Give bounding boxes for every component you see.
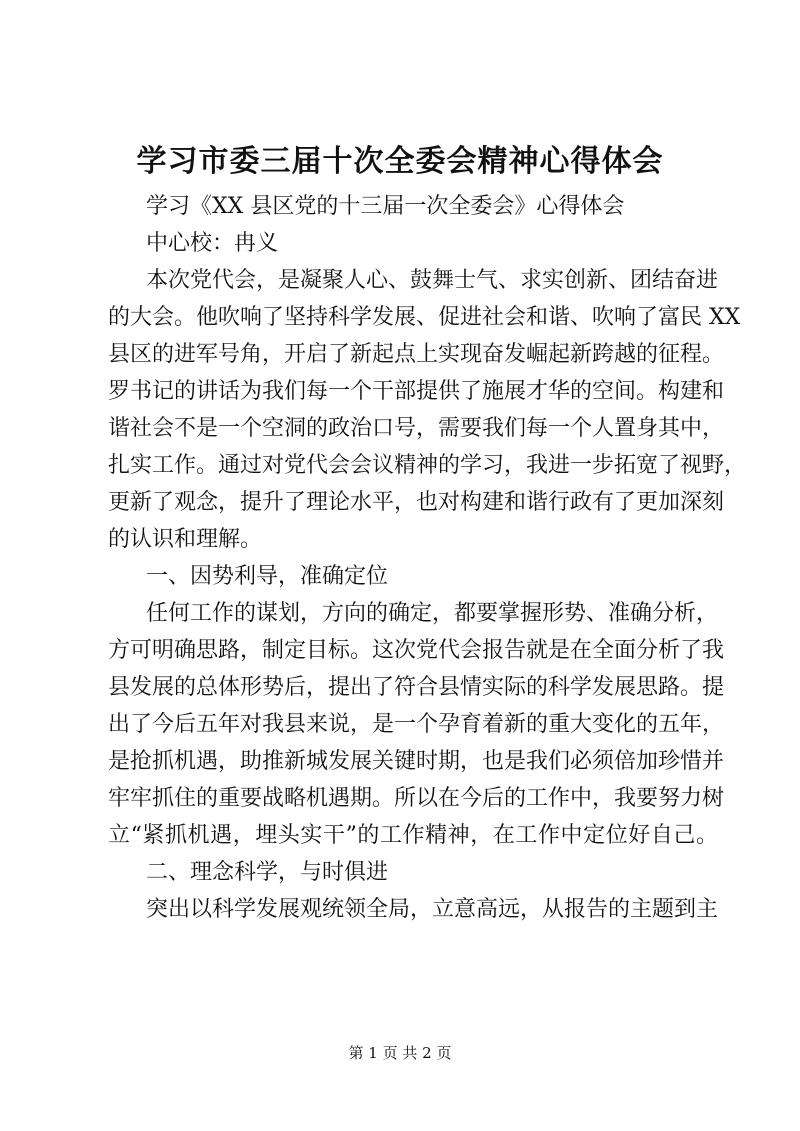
body-line: 县区的进军号角，开启了新起点上实现奋发崛起新跨越的征程。 [108, 342, 725, 367]
body-line: 是抢抓机遇，助推新城发展关键时期，也是我们必须倍加珍惜并 [108, 749, 725, 774]
body-line: 牢牢抓住的重要战略机遇期。所以在今后的工作中，我要努力树 [108, 786, 725, 811]
page-footer: 第 1 页 共 2 页 [348, 1044, 452, 1062]
body-line: 更新了观念，提升了理论水平，也对构建和谐行政有了更加深刻 [108, 490, 725, 515]
body-line: 的认识和理解。 [108, 527, 263, 552]
body-line: 谐社会不是一个空洞的政治口号，需要我们每一个人置身其中， [108, 416, 725, 441]
body-line: 罗书记的讲话为我们每一个干部提供了施展才华的空间。构建和 [108, 379, 725, 404]
subtitle: 学习《XX 县区党的十三届一次全委会》心得体会 [146, 194, 625, 219]
section-heading: 一、因势利导，准确定位 [146, 564, 389, 589]
body-line: 立“紧抓机遇，埋头实干”的工作精神，在工作中定位好自己。 [108, 823, 718, 848]
body-line: 突出以科学发展观统领全局，立意高远，从报告的主题到主 [146, 897, 719, 922]
body-line: 县发展的总体形势后，提出了符合县情实际的科学发展思路。提 [108, 675, 725, 700]
body-line: 本次党代会，是凝聚人心、鼓舞士气、求实创新、团结奋进 [146, 268, 719, 293]
body-line: 的大会。他吹响了坚持科学发展、促进社会和谐、吹响了富民 XX [108, 305, 741, 330]
section-heading: 二、理念科学，与时俱进 [146, 860, 389, 885]
body-line: 任何工作的谋划，方向的确定，都要掌握形势、准确分析， [146, 601, 719, 626]
author-line: 中心校：冉义 [146, 231, 279, 256]
body-line: 方可明确思路，制定目标。这次党代会报告就是在全面分析了我 [108, 638, 725, 663]
document-body [108, 188, 747, 928]
body-line: 出了今后五年对我县来说，是一个孕育着新的重大变化的五年， [108, 712, 725, 737]
body-line: 扎实工作。通过对党代会会议精神的学习，我进一步拓宽了视野， [108, 453, 747, 478]
document-title: 学习市委三届十次全委会精神心得体会 [136, 144, 664, 179]
